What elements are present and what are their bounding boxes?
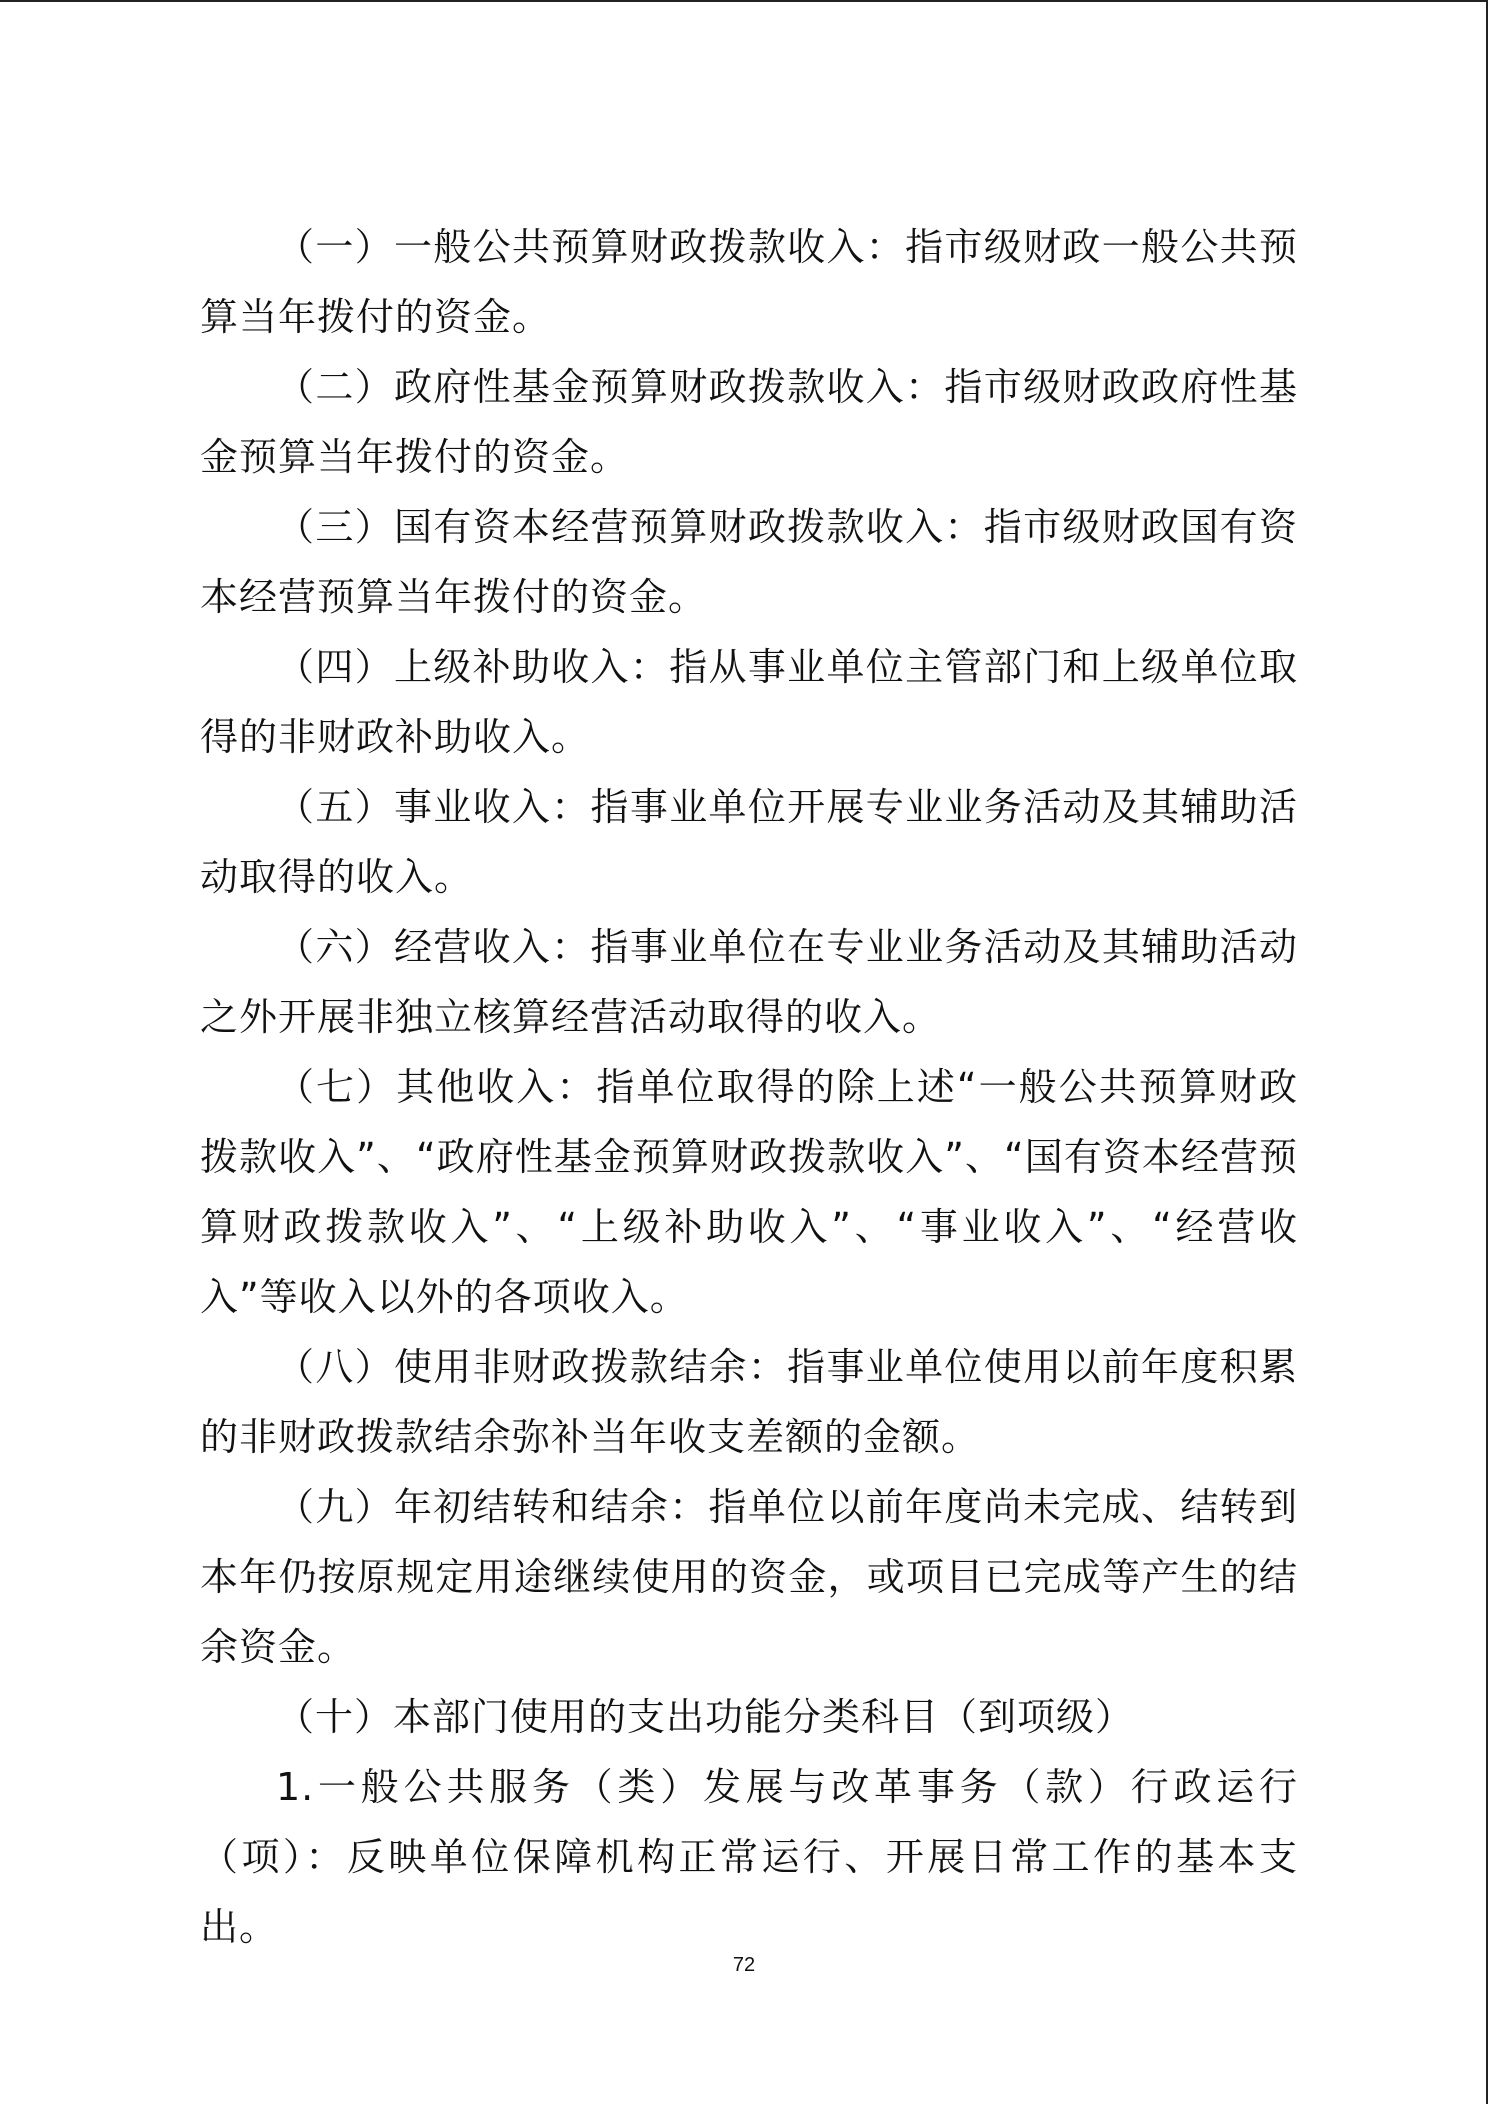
paragraph-general-budget-income: （一）一般公共预算财政拨款收入：指市级财政一般公共预算当年拨付的资金。 bbox=[200, 225, 1298, 339]
paragraph-state-capital-income: （三）国有资本经营预算财政拨款收入：指市级财政国有资本经营预算当年拨付的资金。 bbox=[200, 505, 1298, 619]
page-number: 72 bbox=[732, 1954, 756, 1976]
paragraph-government-fund-income: （二）政府性基金预算财政拨款收入：指市级财政政府性基金预算当年拨付的资金。 bbox=[200, 365, 1298, 479]
paragraph-expenditure-classification: （十）本部门使用的支出功能分类科目（到项级） bbox=[276, 1695, 1135, 1739]
paragraph-operating-income: （六）经营收入：指事业单位在专业业务活动及其辅助活动之外开展非独立核算经营活动取得的收入。 bbox=[200, 925, 1298, 1039]
document-body bbox=[200, 212, 1298, 1962]
paragraph-non-fiscal-surplus: （八）使用非财政拨款结余：指事业单位使用以前年度积累的非财政拨款结余弥补当年收支差额的金额。 bbox=[200, 1345, 1298, 1459]
paragraph-business-income: （五）事业收入：指事业单位开展专业业务活动及其辅助活动取得的收入。 bbox=[200, 785, 1298, 899]
paragraph-other-income: （七）其他收入：指单位取得的除上述“一般公共预算财政拨款收入”、“政府性基金预算财政拨款收入”、“国有资本经营预算财政拨款收入”、“上级补助收入”、“事业收入”、“经营收入”等收入以外的各项收入。 bbox=[200, 1065, 1298, 1319]
paragraph-superior-subsidy-income: （四）上级补助收入：指从事业单位主管部门和上级单位取得的非财政补助收入。 bbox=[200, 645, 1298, 759]
paragraph-administrative-operation: 1.一般公共服务（类）发展与改革事务（款）行政运行（项）：反映单位保障机构正常运行、开展日常工作的基本支出。 bbox=[200, 1765, 1298, 1949]
paragraph-carryover-surplus: （九）年初结转和结余：指单位以前年度尚未完成、结转到本年仍按原规定用途继续使用的资金，或项目已完成等产生的结余资金。 bbox=[200, 1485, 1298, 1669]
